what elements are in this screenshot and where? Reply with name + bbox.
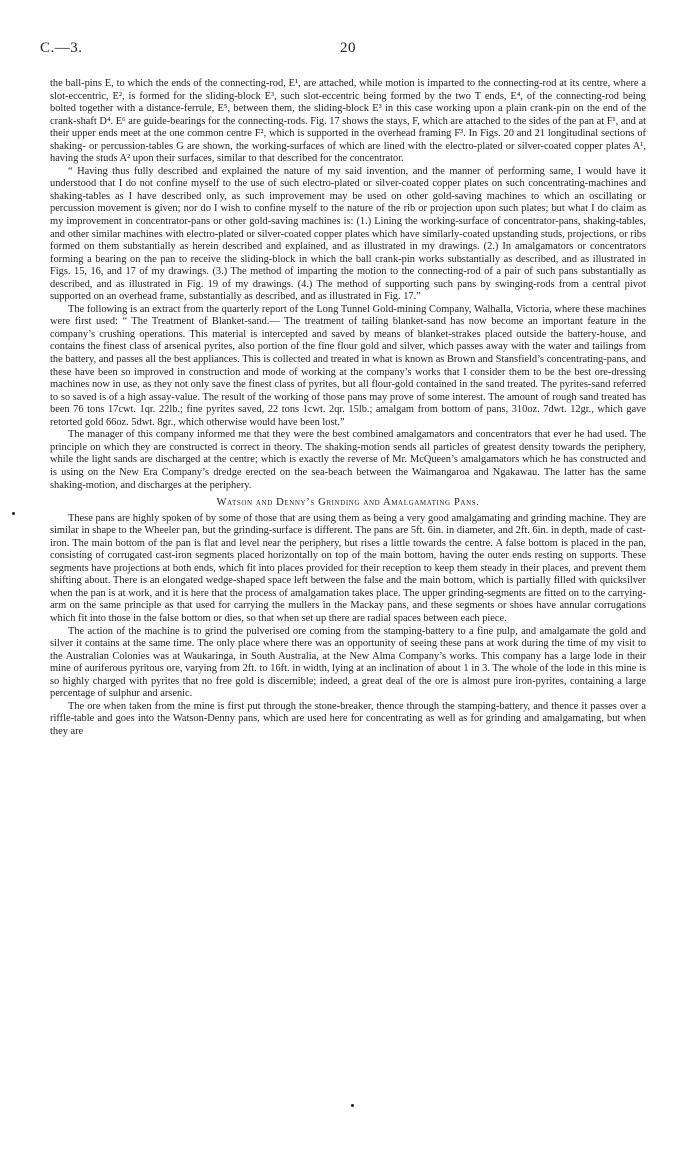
paragraph: These pans are highly spoken of by some of those that are using them as being a very good amalgamating and grinding machine. They are similar in shape to the Wheeler pan, but the grinding-surface is different. The pans are 5ft. 6in. in diameter, and 2ft. 6in. in depth, made of cast-iron. The main bottom of the pan is flat and level near the periphery, but rises a little towards the centre. A false bottom is placed in the pan, consisting of corrugated cast-iron segments placed horizontally on top of the main bottom, having the outer ends resting on supports. These segments have projections at both ends, which fit into places provided for their reception to keep them steady in their places, and prevent them shifting about. There is an elongated wedge-shaped space left between the false and the main bottom, which is partially filled with quicksilver when the pan is at work, and it is here that the process of amalgamation takes place. The upper grinding-segments are fitted on to the carrying-arm on the same principle as that used for carrying the mullers in the Mackay pans, and these segments or shoes have annular corrugations which fit into those in the false bottom or dies, so that when set up there are radial spaces between each piece.	[50, 512, 646, 624]
paragraph: The following is an extract from the quarterly report of the Long Tunnel Gold-mining Company, Walhalla, Victoria, where these machines were first used: “ The Treatment of Blanket-sand.— The treatment of tailing blanket-sand has now become an important feature in the company’s crushing operations. This material is intercepted and saved by means of blanket-strakes placed outside the battery-house, and contains the finest class of arsenical pyrites, also portion of the fine flour gold and silver, which passes away with the water and tailings from the battery, and passes all the best appliances. This is collected and treated in what is known as Brown and Stansfield’s concentrating-pans, and these have been so improved in construction and mode of working at the company’s works that I consider them to be the best ore-dressing machines now in use, as they not only save the finest class of pyrites, but all flour-gold contained in the sand treated. The pyrites-sand referred to so saved is of a high assay-value. The result of the working of those pans may prove of some interest. The amount of rough sand treated has been 76 tons 17cwt. 1qr. 22lb.; fine pyrites saved, 22 tons 1cwt. 2qr. 15lb.; amalgam from bottom of pans, 310oz. 7dwt. 12gr., which gave retorted gold 66oz. 5dwt. 8gr., which otherwise would have been lost.”	[50, 303, 646, 428]
paragraph: the ball-pins E, to which the ends of the connecting-rod, E¹, are attached, while motion is imparted to the connecting-rod at its centre, where a slot-eccentric, E², is formed for the sliding-block E³, such slot-eccentric being formed by the two T ends, E⁴, of the connecting-rod being bolted together with a distance-ferrule, E⁵, between them, the sliding-block E³ in this case working upon a plain crank-pin on the end of the crank-shaft D⁴. E⁶ are guide-bearings for the connecting-rods. Fig. 17 shows the stays, F, which are attached to the sides of the pan at F¹, and at their upper ends meet at the one common centre F², which is supported in the overhead framing F³. In Figs. 20 and 21 longitudinal sections of shaking- or percussion-tables G are shown, the working-surfaces of which are lined with the electro-plated or silver-coated copper plates A¹, having the studs A² upon their surfaces, similar to that described for the concentrator.	[50, 78, 646, 165]
section-heading: Watson and Denny’s Grinding and Amalgamating Pans.	[216, 497, 480, 509]
margin-dot-mark	[12, 512, 15, 515]
document-reference: C.—3.	[40, 40, 83, 56]
paragraph: The manager of this company informed me that they were the best combined amalgamators and concentrators that ever he had used. The principle on which they are constructed is correct in theory. The shaking-motion sends all particles of greatest density towards the periphery, while the light sands are discharged at the centre; which is exactly the reverse of Mr. McQueen’s amalgamators which he has constructed and is using on the New Era Company’s dredge erected on the sea-beach between the Waimangaroa and Ngakawau. The latter has the same shaking-motion, and discharges at the periphery.	[50, 429, 646, 491]
page-header	[40, 40, 646, 64]
document-page	[40, 40, 646, 738]
paragraph: The ore when taken from the mine is first put through the stone-breaker, thence through the stamping-battery, and thence it passes over a riffle-table and goes into the Watson-Denny pans, which are used here for concentrating as well as for grinding and amalgamating, but when they are	[50, 700, 646, 737]
page-number: 20	[340, 40, 356, 56]
paragraph: The action of the machine is to grind the pulverised ore coming from the stamping-battery to a fine pulp, and amalgamate the gold and silver it contains at the same time. The only place where there was an opportunity of seeing these pans at work during the time of my visit to the Australian Colonies was at Waukaringa, in South Australia, at the New Alma Company’s works. This company has a large lode in their mine of auriferous pyritous ore, varying from 2ft. to 16ft. in width, lying at an inclination of about 1 in 3. The whole of the lode in this mine is so highly charged with pyrites that no free gold is discernible; indeed, a great deal of the ore is almost pure iron-pyrites, containing a large percentage of sulphur and arsenic.	[50, 625, 646, 700]
bottom-dot-mark	[351, 1104, 354, 1107]
body-text	[50, 78, 646, 738]
paragraph: “ Having thus fully described and explained the nature of my said invention, and the manner of performing same, I would have it understood that I do not confine myself to the use of such electro-plated or silver-coated copper plates on such concentrating-machines and shaking-tables as I have described only, as such improvement may be used on other gold-saving machines to which an oscillating or percussion movement is given; nor do I wish to confine myself to the nature of the rib or projection upon such plates; but what I do claim as my improvement in concentrator-pans or other gold-saving machines is: (1.) Lining the working-surface of concentrator-pans, shaking-tables, and other similar machines with electro-plated or silver-coated copper plates which have similarly-coated upstanding studs, projections, or ribs formed on them substantially as herein described and explained, and as illustrated in my drawings. (2.) In amalgamators or concentrators forming a bearing on the pan to receive the sliding-block in which the ball crank-pin works substantially as described, and as illustrated in Figs. 15, 16, and 17 of my drawings. (3.) The method of imparting the motion to the connecting-rod of a pair of such pans substantially as described, and as illustrated in Fig. 19 of my drawings. (4.) The method of supporting such pans by swinging-rods from a central pivot supported on an overhead frame, substantially as described, and as illustrated in Fig. 17.”	[50, 165, 646, 303]
